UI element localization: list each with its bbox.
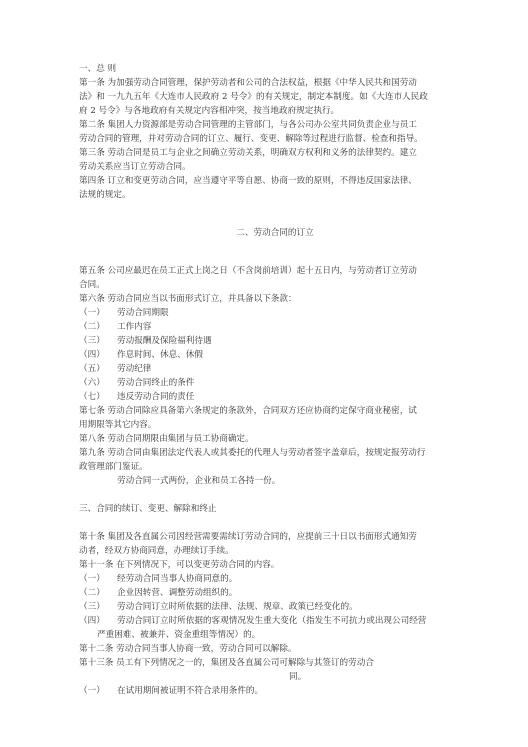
clause-text: 劳动合同终止的条件 xyxy=(117,378,195,388)
section-heading-formation: 二、劳动合同的订立 xyxy=(236,228,314,238)
list-item xyxy=(79,614,471,628)
article-line: 劳动合同的管理，并对劳动合同的订立、履行、变更、解除等过程进行监督、检查和指导。 xyxy=(79,134,423,144)
article-line: 法》和 一九九五年《大连市人民政府 2 号令》的有关规定，制定本制度。如《大连市人民政 xyxy=(79,92,428,102)
article-12: 第十二条 劳动合同当事人协商一致，劳动合同可以解除。 xyxy=(79,644,297,654)
article-6: 第六条 劳动合同应当以书面形式订立，并具备以下条款： xyxy=(79,294,297,304)
clause-label: （一） xyxy=(79,686,105,696)
article-13: 第十三条 员工有下列情况之一的，集团及各直属公司可解除与其签订的劳动合 xyxy=(79,658,374,668)
clause-text: 违反劳动合同的责任 xyxy=(117,392,195,402)
article-3 xyxy=(79,146,471,174)
article-line: 第九条 劳动合同由集团法定代表人或其委托的代理人与劳动者签字盖章后，按规定报劳动行 xyxy=(79,448,426,458)
article-line: 法规的规定。 xyxy=(79,190,131,200)
list-item xyxy=(79,390,471,404)
article-1 xyxy=(79,76,471,118)
list-item xyxy=(79,376,471,390)
list-item xyxy=(79,320,471,334)
article-5 xyxy=(79,264,471,292)
article-9 xyxy=(79,446,471,474)
clause-text: 工作内容 xyxy=(117,322,152,332)
clause-text: 经劳动合同当事人协商同意的。 xyxy=(117,574,238,584)
article-line: 第二条 集团人力资源部是劳动合同管理的主管部门，与各公司办公室共同负责企业与员工 xyxy=(79,120,417,130)
article-9-note: 劳动合同一式两份，企业和员工各持一份。 xyxy=(117,476,281,486)
clause-label: （一） xyxy=(79,574,105,584)
clause-label: （四） xyxy=(79,350,105,360)
clause-text: 作息时间、休息、休假 xyxy=(117,350,203,360)
clause-label: （五） xyxy=(79,364,105,374)
clause-label: （六） xyxy=(79,378,105,388)
article-line: 第五条 公司应最迟在员工正式上岗之日（不含岗前培训）起十五日内，与劳动者订立劳动 xyxy=(79,266,417,276)
article-11-clauses xyxy=(79,572,471,642)
clause-text: 劳动纪律 xyxy=(117,364,152,374)
article-line: 第七条 劳动合同除应具备第六条规定的条款外，合同双方还应协商约定保守商业秘密，试 xyxy=(79,406,417,416)
section-heading-general: 一、总 则 xyxy=(79,64,117,74)
article-line: 府 2 号令》与各地政府有关规定内容相冲突，按当地政府规定执行。 xyxy=(79,106,340,116)
clause-label: （三） xyxy=(79,602,105,612)
clause-text: 企业因转营、调整劳动组织的。 xyxy=(117,588,238,598)
clause-text: 劳动合同订立时所依据的客观情况发生重大变化（指发生不可抗力或出现公司经营 xyxy=(117,616,427,626)
list-item xyxy=(79,684,471,698)
section-heading-renewal: 三、合同的续订、变更、解除和终止 xyxy=(79,504,217,514)
article-line: 动者，经双方协商同意，办理续订手续。 xyxy=(79,546,234,556)
clause-text: 劳动合同期限 xyxy=(117,308,169,318)
list-item xyxy=(79,600,471,614)
document-body xyxy=(79,62,471,698)
article-line: 第一条 为加强劳动合同管理，保护劳动者和公司的合法权益，根据《中华人民共和国劳动 xyxy=(79,78,417,88)
list-item xyxy=(79,348,471,362)
list-item xyxy=(79,586,471,600)
clause-text: 在试用期间被证明不符合录用条件的。 xyxy=(117,686,264,696)
article-line: 政管理部门鉴证。 xyxy=(79,462,148,472)
article-13-clauses xyxy=(79,684,471,698)
article-line: 合同。 xyxy=(79,280,105,290)
article-line: 第三条 劳动合同是员工与企业之间确立劳动关系，明确双方权利和义务的法律契约。建立 xyxy=(79,148,417,158)
list-item xyxy=(79,334,471,348)
clause-text: 劳动报酬及保险福利待遇 xyxy=(117,336,212,346)
clause-label: （四） xyxy=(79,616,105,626)
article-8: 第八条 劳动合同期限由集团与员工协商确定。 xyxy=(79,434,254,444)
article-10 xyxy=(79,530,471,558)
clause-label: （一） xyxy=(79,308,105,318)
clause-continuation: 严重困难、被兼并、资金重组等情况）的。 xyxy=(97,630,261,640)
clause-label: （二） xyxy=(79,322,105,332)
clause-text: 劳动合同订立时所依据的法律、法规、规章、政策已经变化的。 xyxy=(117,602,358,612)
clause-label: （二） xyxy=(79,588,105,598)
list-item xyxy=(79,572,471,586)
article-line: 第四条 订立和变更劳动合同，应当遵守平等自愿、协商一致的原则，不得违反国家法律、 xyxy=(79,176,417,186)
list-item xyxy=(79,362,471,376)
article-6-clauses xyxy=(79,306,471,404)
article-11: 第十一条 在下列情况下，可以变更劳动合同的内容。 xyxy=(79,560,280,570)
article-line: 第十条 集团及各直属公司因经营需要需续订劳动合同的，应提前三十日以书面形式通知劳 xyxy=(79,532,417,542)
clause-label: （七） xyxy=(79,392,105,402)
article-line: 劳动关系应当订立劳动合同。 xyxy=(79,162,191,172)
article-line: 用期限等其它内容。 xyxy=(79,420,157,430)
list-item xyxy=(79,306,471,320)
clause-label: （三） xyxy=(79,336,105,346)
article-4 xyxy=(79,174,471,202)
article-7 xyxy=(79,404,471,432)
article-13-continuation: 同。 xyxy=(289,672,307,682)
article-2 xyxy=(79,118,471,146)
